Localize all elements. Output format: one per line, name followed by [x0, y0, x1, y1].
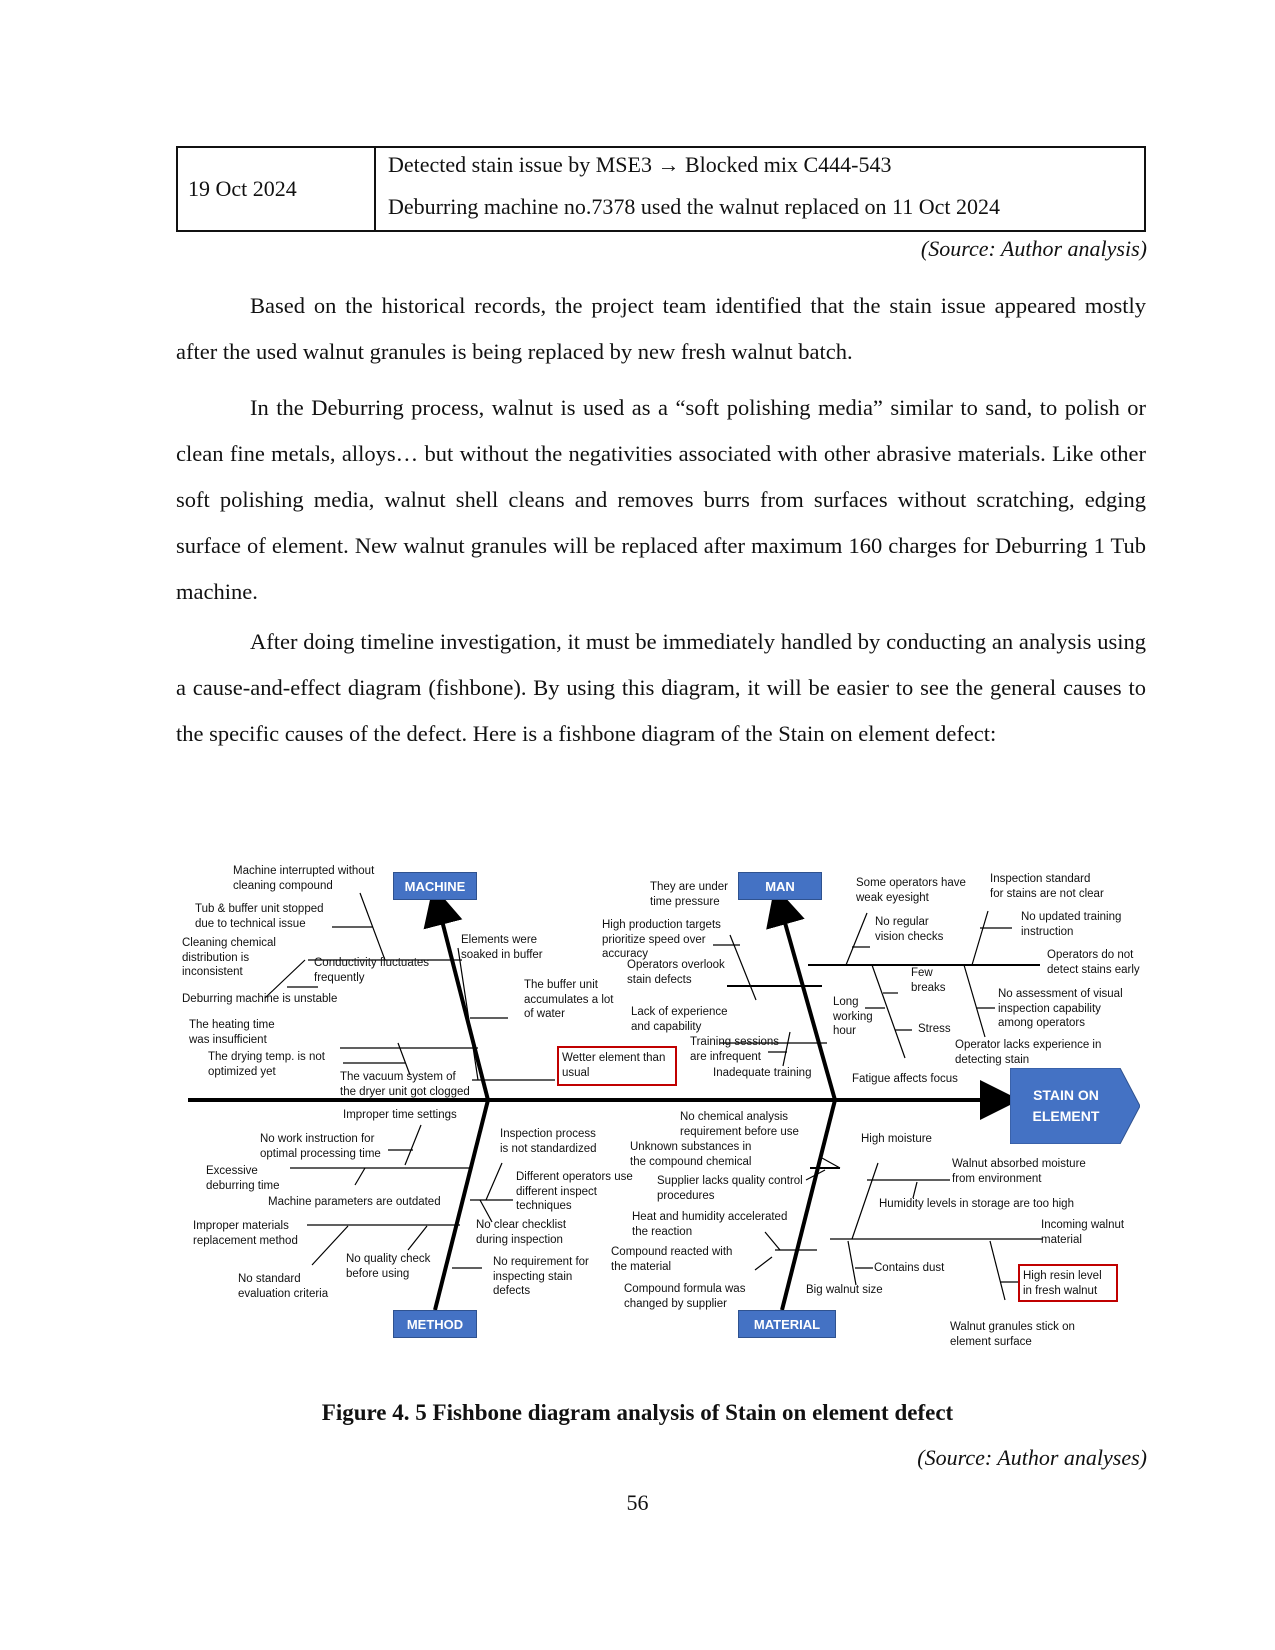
cause-label: They are under time pressure	[650, 881, 728, 908]
effect-label: STAIN ON ELEMENT	[1032, 1087, 1100, 1124]
cause-label: Excessive deburring time	[206, 1165, 280, 1192]
effect-head	[1010, 1068, 1140, 1144]
cause-label: No clear checklist during inspection	[476, 1219, 567, 1246]
category-material: MATERIAL	[738, 1310, 836, 1338]
cause-label: Some operators have weak eyesight	[856, 877, 966, 904]
cause-label: Lack of experience and capability	[631, 1006, 728, 1033]
cause-label: High production targets prioritize speed over accuracy	[602, 919, 721, 960]
cause-label: Compound formula was changed by supplier	[624, 1283, 746, 1310]
category-method: METHOD	[393, 1310, 477, 1338]
cause-label: High moisture	[861, 1133, 932, 1145]
cause-label: Fatigue affects focus	[852, 1073, 958, 1085]
cause-label: Machine parameters are outdated	[268, 1196, 441, 1208]
paragraph-2-text: In the Deburring process, walnut is used as a “soft polishing media” similar to sand, to polish or clean fine metals, alloys… but without the negativities associated with other abrasive materials. Like other soft polishing media, walnut shell cleans and removes burrs from surfaces without scratching, edging surface of element. New walnut granules will be replaced after maximum 160 charges for Deburring 1 Tub machine.	[176, 395, 1146, 604]
table-event-line-1: Detected stain issue by MSE3 → Blocked mix C444-543	[388, 152, 892, 177]
cause-label: Walnut absorbed moisture from environment	[952, 1158, 1086, 1185]
cause-label: Deburring machine is unstable	[182, 993, 338, 1005]
cause-label: Big walnut size	[806, 1284, 883, 1296]
cause-label: Operators do not detect stains early	[1047, 949, 1140, 976]
cause-label: The drying temp. is not optimized yet	[208, 1051, 325, 1078]
cause-label: No quality check before using	[346, 1253, 431, 1280]
cause-label: No standard evaluation criteria	[238, 1273, 329, 1300]
cause-label: Training sessions are infrequent	[690, 1036, 780, 1063]
cause-label: Long working hour	[833, 996, 873, 1037]
cause-label: No chemical analysis requirement before use	[680, 1111, 799, 1138]
cause-label: No requirement for inspecting stain defects	[493, 1256, 589, 1297]
cause-label: Operator lacks experience in detecting stain	[955, 1039, 1102, 1066]
figure-caption: Figure 4. 5 Fishbone diagram analysis of Stain on element defect	[321, 1400, 954, 1425]
cause-label: No updated training instruction	[1021, 911, 1122, 938]
cause-label: No regular vision checks	[875, 916, 944, 943]
cause-label: Incoming walnut material	[1041, 1219, 1125, 1246]
cause-label: The buffer unit accumulates a lot of water	[524, 979, 614, 1020]
table-event-line-2: Deburring machine no.7378 used the walnut replaced on 11 Oct 2024	[388, 194, 1000, 219]
cause-label: The vacuum system of the dryer unit got clogged	[340, 1071, 470, 1098]
cause-label: Humidity levels in storage are too high	[879, 1198, 1074, 1210]
cause-label: Improper materials replacement method	[193, 1220, 298, 1247]
cause-label: Compound reacted with the material	[611, 1246, 733, 1273]
page-number: 56	[626, 1490, 649, 1515]
cause-label: No assessment of visual inspection capability among operators	[998, 988, 1123, 1029]
highlighted-root-cause-high-resin: High resin level in fresh walnut	[1018, 1264, 1118, 1302]
table-source-note: (Source: Author analysis)	[920, 236, 1147, 261]
cause-label: Few breaks	[911, 967, 946, 994]
cause-label: Heat and humidity accelerated the reaction	[632, 1211, 788, 1238]
cause-label: Improper time settings	[343, 1109, 457, 1121]
cause-label: Walnut granules stick on element surface	[950, 1321, 1075, 1348]
paragraph-3-text: After doing timeline investigation, it must be immediately handled by conducting an analysis using a cause-and-effect diagram (fishbone). By using this diagram, it will be easier to see the general causes to the specific causes of the defect. Here is a fishbone diagram of the Stain on element defect:	[176, 629, 1146, 746]
cause-label: Machine interrupted without cleaning compound	[233, 865, 375, 892]
category-man: MAN	[738, 872, 822, 900]
figure-source-note: (Source: Author analyses)	[917, 1445, 1147, 1470]
table-date-cell: 19 Oct 2024	[178, 148, 376, 230]
cause-label: Elements were soaked in buffer	[461, 934, 543, 961]
cause-label: The heating time was insufficient	[189, 1019, 275, 1046]
cause-label: Inspection standard for stains are not clear	[990, 873, 1104, 900]
cause-label: Operators overlook stain defects	[627, 959, 725, 986]
highlighted-root-cause-wetter-element: Wetter element than usual	[557, 1046, 677, 1086]
cause-label: Inspection process is not standardized	[500, 1128, 597, 1155]
cause-label: No work instruction for optimal processing time	[260, 1133, 381, 1160]
category-machine: MACHINE	[393, 872, 477, 900]
cause-label: Conductivity fluctuates frequently	[314, 957, 430, 984]
cause-label: Tub & buffer unit stopped due to technical issue	[195, 903, 324, 930]
cause-label: Cleaning chemical distribution is inconsistent	[182, 937, 276, 978]
paragraph-1-text: Based on the historical records, the project team identified that the stain issue appeared mostly after the used walnut granules is being replaced by new fresh walnut batch.	[176, 293, 1146, 364]
cause-label: Contains dust	[874, 1262, 945, 1274]
cause-label: Stress	[918, 1023, 951, 1035]
cause-label: Inadequate training	[713, 1067, 812, 1079]
cause-label: Supplier lacks quality control procedures	[657, 1175, 803, 1202]
cause-label: Different operators use different inspect techniques	[516, 1171, 633, 1212]
cause-label: Unknown substances in the compound chemical	[630, 1141, 752, 1168]
